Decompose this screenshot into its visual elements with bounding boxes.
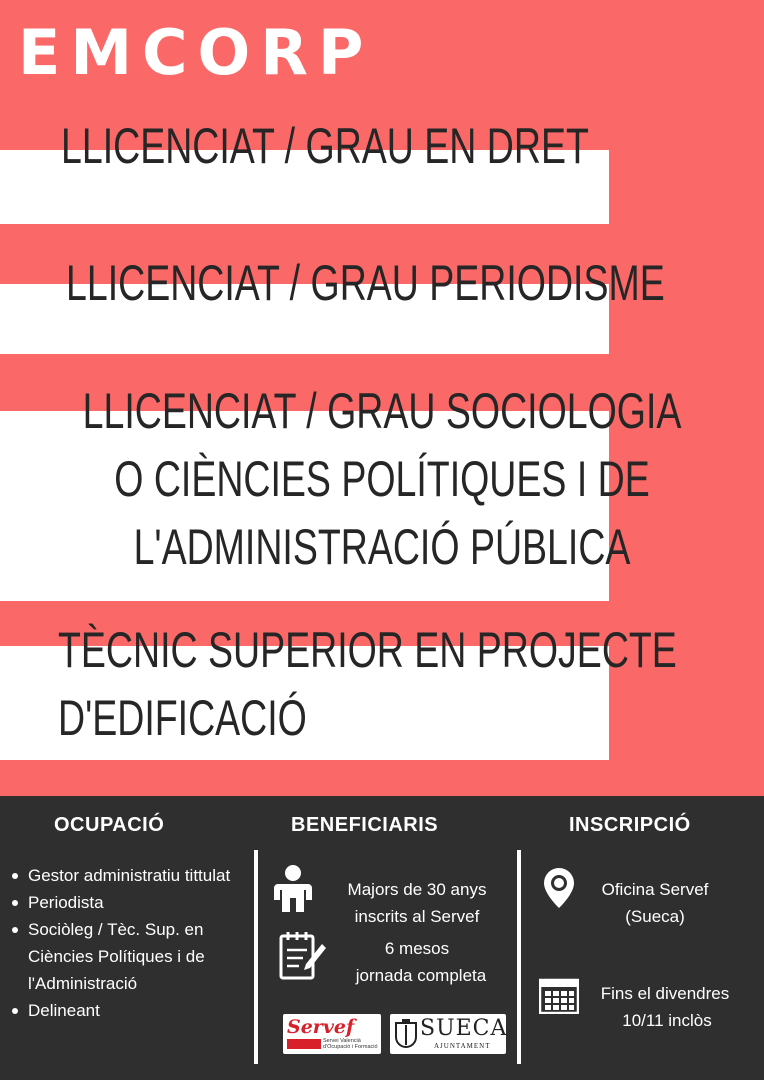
beneficiaris-schedule: jornada completa [355,966,487,985]
servef-logo: Servef Servei Valencià d'Ocupació i Formació [283,1014,381,1054]
list-item: Sociòleg / Tèc. Sup. en Ciències Polítiques i de l'Administració [12,916,250,997]
beneficiaris-registered: inscrits al Servef [354,907,480,926]
location-pin-icon [541,866,577,914]
heading-dret: LLICENCIAT / GRAU EN DRET [61,118,589,174]
heading-periodisme: LLICENCIAT / GRAU PERIODISME [66,255,665,311]
notepad-icon [278,930,328,986]
beneficiaris-title: BENEFICIARIS [291,814,439,836]
heading-sociologia: LLICENCIAT / GRAU SOCIOLOGIA O CIÈNCIES POLÍTIQUES I DE L'ADMINISTRACIÓ PÚBLICA [82,383,682,575]
list-item: Gestor administratiu tittulat [12,862,250,889]
heading-tecnic: TÈCNIC SUPERIOR EN PROJECTE D'EDIFICACIÓ [58,622,677,746]
brand-title: EMCORP [18,16,374,89]
person-icon [270,864,316,918]
divider-left [254,850,258,1064]
inscripcio-date: 10/11 inclòs [622,1011,712,1030]
ocupacio-list [12,862,250,1024]
ocupacio-title: OCUPACIÓ [54,814,165,836]
info-panel [0,796,764,1080]
inscripcio-title: INSCRIPCIÓ [569,814,691,836]
beneficiaris-age: Majors de 30 anys [347,880,487,899]
calendar-icon [539,976,579,1018]
inscripcio-town: (Sueca) [625,907,685,926]
crest-icon [394,1019,418,1053]
list-item: Periodista [12,889,250,916]
beneficiaris-duration: 6 mesos [384,939,450,958]
list-item: Delineant [12,997,250,1024]
divider-right [517,850,521,1064]
inscripcio-office: Oficina Servef [601,880,709,899]
sueca-logo: SUECA AJUNTAMENT [390,1014,506,1054]
inscripcio-deadline: Fins el divendres [600,984,730,1003]
